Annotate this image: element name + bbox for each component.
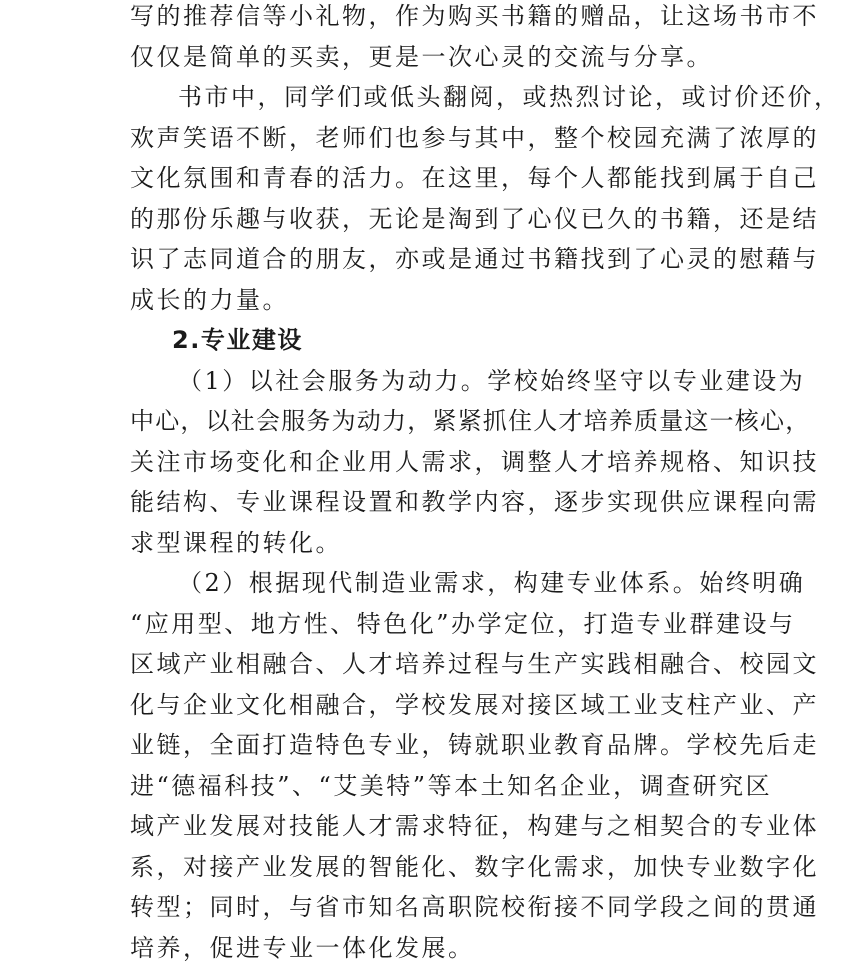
paragraph-line: 仅仅是简单的买卖，更是一次心灵的交流与分享。 [130,43,713,71]
paragraph-line: 进“德福科技”、“艾美特”等本土知名企业，调查研究区 [130,772,773,800]
paragraph-line: 域产业发展对技能人才需求特征，构建与之相契合的专业体 [130,812,819,840]
paragraph-line: 成长的力量。 [130,286,289,314]
paragraph-line: 转型；同时，与省市知名高职院校衔接不同学段之间的贯通 [130,893,819,921]
paragraph-line: （1）以社会服务为动力。学校始终坚守以专业建设为 [178,367,806,395]
paragraph-line: 业链，全面打造特色专业，铸就职业教育品牌。学校先后走 [130,731,819,759]
paragraph-line: 系，对接产业发展的智能化、数字化需求，加快专业数字化 [130,853,819,881]
paragraph-line: 培养，促进专业一体化发展。 [130,934,475,962]
paragraph-line: 识了志同道合的朋友，亦或是通过书籍找到了心灵的慰藉与 [130,245,819,273]
paragraph-line: 关注市场变化和企业用人需求，调整人才培养规格、知识技 [130,448,819,476]
paragraph-line: 能结构、专业课程设置和教学内容，逐步实现供应课程向需 [130,488,819,516]
section-heading: 2.专业建设 [172,326,303,354]
paragraph-line: 书市中，同学们或低头翻阅，或热烈讨论，或讨价还价， [178,83,841,111]
paragraph-line: 中心，以社会服务为动力，紧紧抓住人才培养质量这一核心， [130,407,811,435]
paragraph-line: “应用型、地方性、特色化”办学定位，打造专业群建设与 [130,610,796,638]
paragraph-line: 欢声笑语不断，老师们也参与其中，整个校园充满了浓厚的 [130,124,819,152]
paragraph-line: 求型课程的转化。 [130,529,342,557]
paragraph-line: 文化氛围和青春的活力。在这里，每个人都能找到属于自己 [130,164,819,192]
paragraph-line: 的那份乐趣与收获，无论是淘到了心仪已久的书籍，还是结 [130,205,819,233]
paragraph-line: 区域产业相融合、人才培养过程与生产实践相融合、校园文 [130,650,819,678]
paragraph-line: 写的推荐信等小礼物，作为购买书籍的赠品，让这场书市不 [130,2,819,30]
paragraph-line: （2）根据现代制造业需求，构建专业体系。始终明确 [178,569,806,597]
paragraph-line: 化与企业文化相融合，学校发展对接区域工业支柱产业、产 [130,691,819,719]
